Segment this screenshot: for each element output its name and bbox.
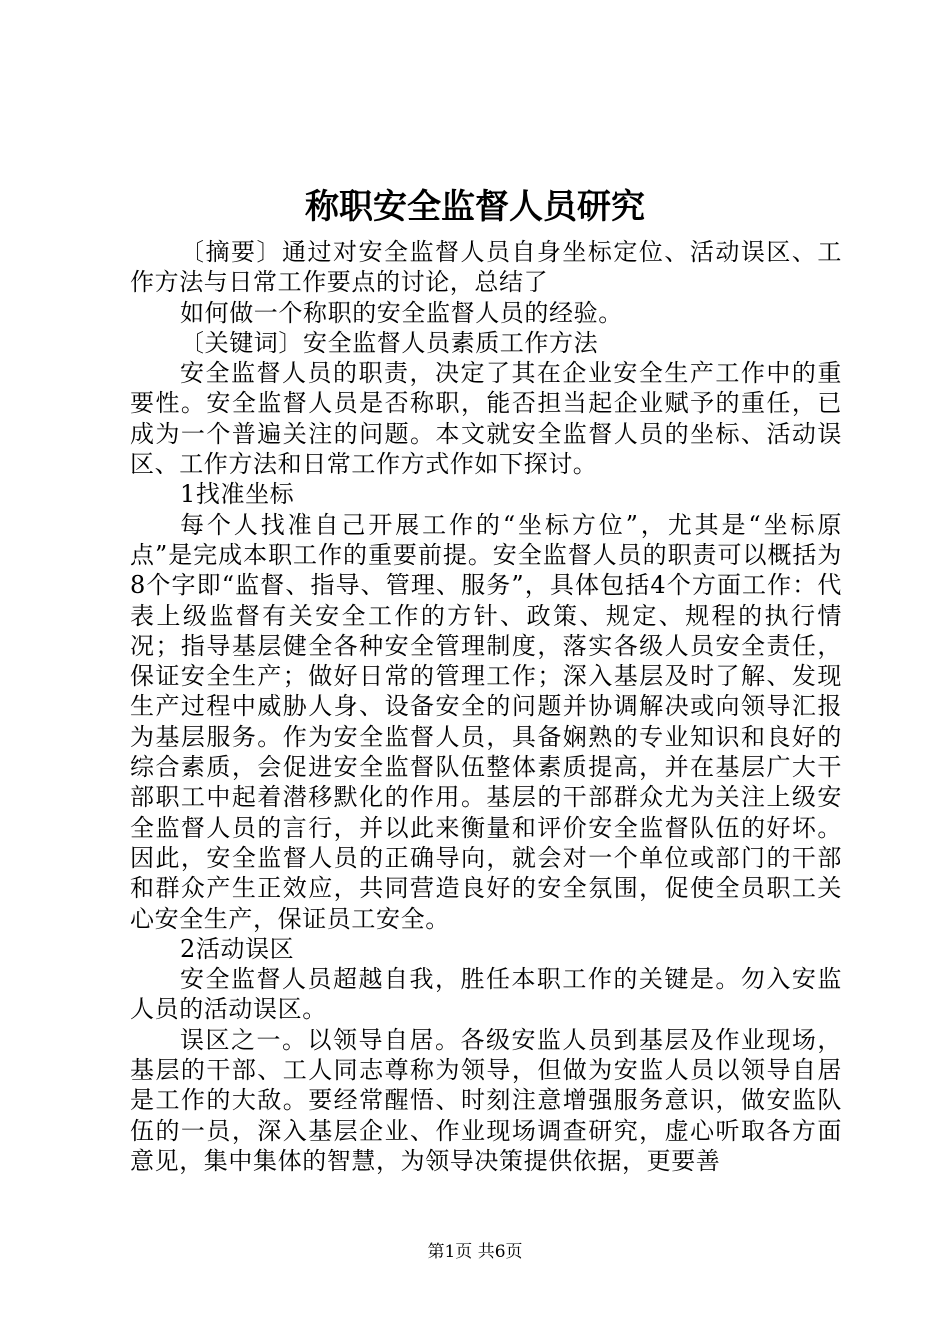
body-paragraph: 每个人找准自己开展工作的“坐标方位”，尤其是“坐标原点”是完成本职工作的重要前提。安全监督人员的职责可以概括为8个字即“监督、指导、管理、服务”，具体包括4个方面工作：代表上级监督有关安全工作的方针、政策、规定、规程的执行情况；指导基层健全各种安全管理制度，落实各级人员安全责任，保证安全生产；做好日常的管理工作；深入基层及时了解、发现生产过程中威胁人身、设备安全的问题并协调解决或向领导汇报为基层服务。作为安全监督人员，具备娴熟的专业知识和良好的综合素质，会促进安全监督队伍整体素质提高，并在基层广大干部职工中起着潜移默化的作用。基层的干部群众尤为关注上级安全监督人员的言行，并以此来衡量和评价安全监督队伍的好坏。因此，安全监督人员的正确导向，就会对一个单位或部门的干部和群众产生正效应，共同营造良好的安全氛围，促使全员职工关心安全生产，保证员工安全。 [130, 510, 842, 933]
section-heading: 2活动误区 [180, 934, 295, 963]
document-title: 称职安全监督人员研究 [305, 187, 645, 227]
section-heading: 1找准坐标 [180, 480, 295, 509]
body-paragraph: 安全监督人员的职责，决定了其在企业安全生产工作中的重要性。安全监督人员是否称职，能否担当起企业赋予的重任，已成为一个普遍关注的问题。本文就安全监督人员的坐标、活动误区、工作方法和日常工作方式作如下探讨。 [130, 359, 842, 479]
abstract-continuation: 如何做一个称职的安全监督人员的经验。 [180, 298, 623, 327]
keywords-paragraph: 〔关键词〕安全监督人员素质工作方法 [180, 328, 599, 357]
document-body [130, 237, 842, 1176]
body-paragraph: 安全监督人员超越自我，胜任本职工作的关键是。勿入安监人员的活动误区。 [130, 965, 842, 1024]
body-paragraph: 误区之一。以领导自居。各级安监人员到基层及作业现场，基层的干部、工人同志尊称为领导，但做为安监人员以领导自居是工作的大敌。要经常醒悟、时刻注意增强服务意识，做安监队伍的一员，深入基层企业、作业现场调查研究，虚心听取各方面意见，集中集体的智慧，为领导决策提供依据，更要善 [130, 1025, 842, 1175]
page-number-footer: 第1页 共6页 [427, 1242, 523, 1262]
abstract-paragraph: 〔摘要〕通过对安全监督人员自身坐标定位、活动误区、工作方法与日常工作要点的讨论，总结了 [130, 238, 842, 297]
